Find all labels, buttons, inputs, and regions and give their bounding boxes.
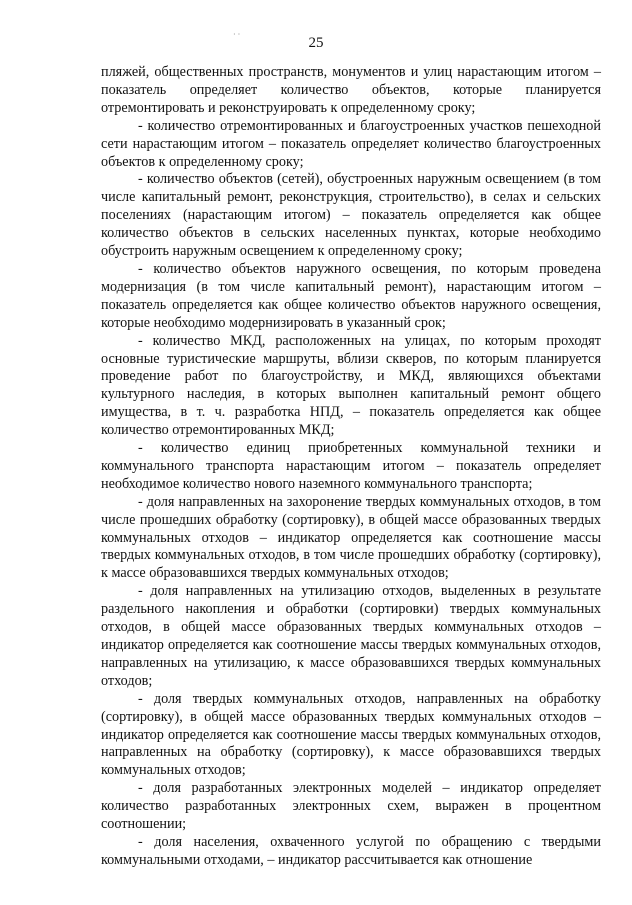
paragraph: - доля разработанных электронных моделей – индикатор определяет количество разработанных электронных схем, выражен в процентном соотношении; (101, 780, 601, 833)
paragraph: - количество единиц приобретенных коммунальной техники и коммунального транспорта нарастающим итогом – показатель определяет необходимое количество нового наземного коммунального транспорта; (101, 440, 601, 492)
paragraph: - доля населения, охваченного услугой по обращению с твердыми коммунальными отходами, – индикатор рассчитывается как отношение (101, 833, 601, 868)
document-body (101, 64, 601, 870)
paragraph: пляжей, общественных пространств, монументов и улиц нарастающим итогом – показатель определяет количество объектов, которые планируется отремонтировать и реконструировать к определенному сроку; (101, 64, 601, 116)
paragraph: - количество МКД, расположенных на улицах, по которым проходят основные туристические маршруты, вблизи скверов, по которым планируется проведение работ по благоустройству, и МКД, являющихся объектами культурного наследия, в которых выполнен капитальный ремонт общего имущества, в т. ч. разработка НПД, – показатель определяется как общее количество отремонтированных МКД; (101, 332, 601, 439)
scan-mark: · · (233, 30, 241, 39)
paragraph: - количество объектов наружного освещения, по которым проведена модернизация (в том числе капитальный ремонт), нарастающим итогом – показатель определяется как общее количество объектов наружного освещения, которые необходимо модернизировать в указанный срок; (101, 260, 601, 331)
paragraph: - количество объектов (сетей), обустроенных наружным освещением (в том числе капитальный ремонт, реконструкция, строительство), в селах и сельских поселениях (нарастающим итогом) – показатель определяется как общее количество объектов в сельских населенных пунктах, которые необходимо обустроить наружным освещением к определенному сроку; (101, 171, 601, 260)
paragraph: - количество отремонтированных и благоустроенных участков пешеходной сети нарастающим итогом – показатель определяет количество благоустроенных объектов к определенному сроку; (101, 117, 601, 170)
paragraph: - доля твердых коммунальных отходов, направленных на обработку (сортировку), в общей массе образованных твердых коммунальных отходов – индикатор определяется как соотношение массы твердых коммунальных отходов, направленных на обработку (сортировку), к массе образовавшихся твердых коммунальных отходов; (101, 690, 601, 779)
paragraph: - доля направленных на захоронение твердых коммунальных отходов, в том числе прошедших обработку (сортировку), в общей массе образованных твердых коммунальных отходов – индикатор определяется как соотношение массы твердых коммунальных отходов, в том числе прошедших обработку (сортировку), к массе образовавшихся твердых коммунальных отходов; (101, 493, 601, 582)
paragraph: - доля направленных на утилизацию отходов, выделенных в результате раздельного накопления и обработки (сортировки) твердых коммунальных отходов, в общей массе образованных твердых коммунальных отходов – индикатор определяется как соотношение массы твердых коммунальных отходов, направленных на утилизацию, к массе образовавшихся твердых коммунальных отходов; (101, 583, 601, 689)
page-number: 25 (308, 35, 324, 51)
